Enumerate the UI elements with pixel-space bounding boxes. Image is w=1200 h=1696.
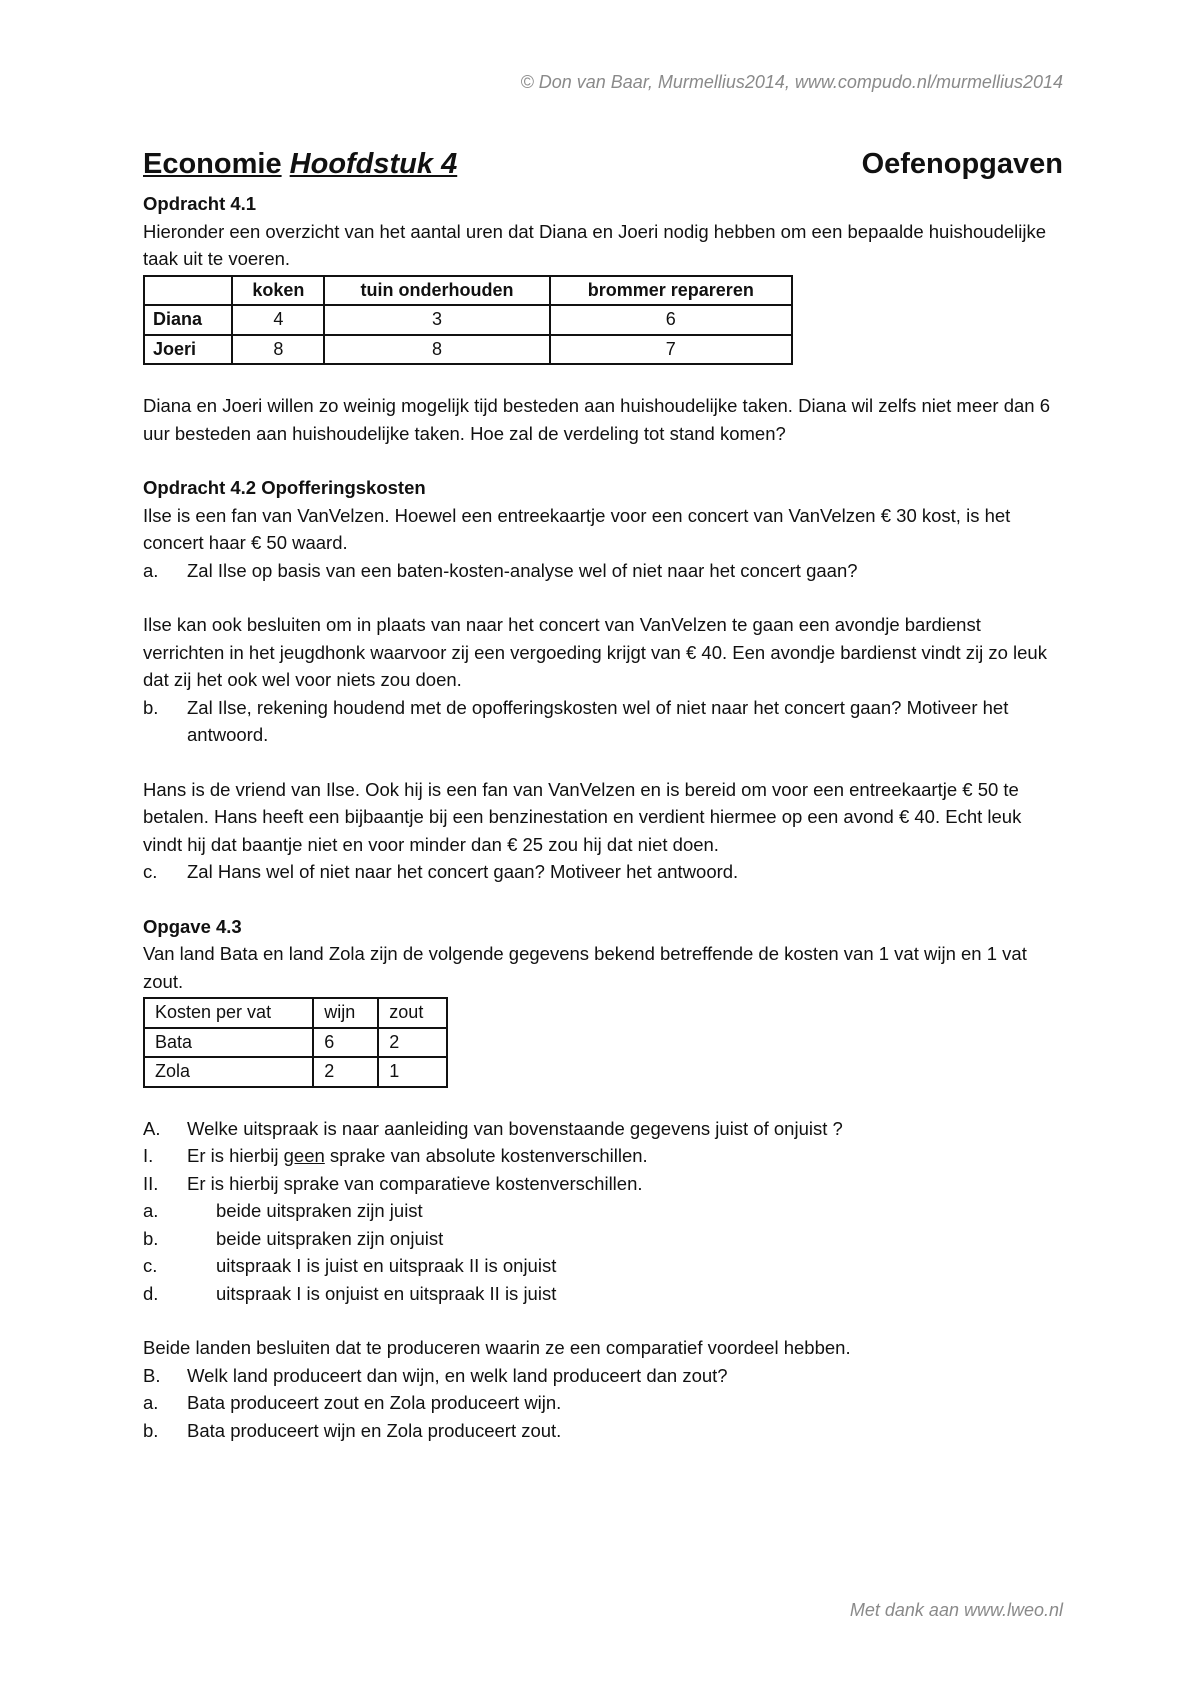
q42-question-b bbox=[143, 694, 1063, 749]
option-label: d. bbox=[143, 1282, 159, 1304]
table-row bbox=[144, 305, 792, 335]
q43-statement-II bbox=[143, 1170, 1063, 1198]
question-text: Zal Hans wel of niet naar het concert gaan? Motiveer het antwoord. bbox=[187, 861, 739, 882]
question-text: Welke uitspraak is naar aanleiding van bovenstaande gegevens juist of onjuist ? bbox=[187, 1117, 843, 1139]
option-text: uitspraak I is onjuist en uitspraak II is juist bbox=[216, 1282, 557, 1304]
option-label: b. bbox=[143, 1227, 159, 1249]
table-cell: 3 bbox=[324, 305, 549, 335]
title-row bbox=[143, 148, 1063, 181]
title-chapter: Hoofdstuk 4 bbox=[289, 148, 458, 180]
option-text: Bata produceert wijn en Zola produceert zout. bbox=[187, 1419, 562, 1441]
table-row bbox=[144, 1028, 447, 1058]
q42-paragraph-3: Hans is de vriend van Ilse. Ook hij is een fan van VanVelzen en is bereid om voor een entreekaartje € 50 te betalen. Hans heeft een bijbaantje bij een benzinestation en verdient hiermee op een avond € 40. Echt leuk vindt hij dat baantje niet en voor minder dan € 25 zou hij dat niet doen. bbox=[143, 778, 1022, 855]
answer-option bbox=[143, 1280, 1063, 1308]
table-row-header: Diana bbox=[144, 305, 232, 335]
question-label: A. bbox=[143, 1117, 161, 1139]
statement-text: Er is hierbij sprake van comparatieve kostenverschillen. bbox=[187, 1172, 643, 1194]
q42-paragraph-1: Ilse is een fan van VanVelzen. Hoewel een entreekaartje voor een concert van VanVelzen € 30 kost, is het concert haar € 50 waard. bbox=[143, 504, 1011, 553]
table-row-header: Joeri bbox=[144, 335, 232, 365]
table-header-row bbox=[144, 276, 792, 306]
q41-intro: Hieronder een overzicht van het aantal uren dat Diana en Joeri nodig hebben om een bepaalde huishoudelijke taak uit te voeren. bbox=[143, 220, 1047, 269]
answer-option bbox=[143, 1389, 1063, 1417]
statement-text-part: Er is hierbij bbox=[187, 1145, 284, 1166]
title-subject: Economie bbox=[143, 148, 282, 180]
option-text: Bata produceert zout en Zola produceert wijn. bbox=[187, 1392, 562, 1413]
question-text: Zal Ilse, rekening houdend met de opofferingskosten wel of niet naar het concert gaan? Motiveer het antwoord. bbox=[187, 696, 1009, 745]
q41-table bbox=[143, 275, 793, 366]
table-cell: Zola bbox=[144, 1057, 313, 1087]
answer-option bbox=[143, 1252, 1063, 1280]
option-label: c. bbox=[143, 1255, 158, 1276]
table-header-cell: koken bbox=[232, 276, 324, 306]
table-cell: 8 bbox=[324, 335, 549, 365]
table-row bbox=[144, 335, 792, 365]
table-header-cell: zout bbox=[378, 998, 447, 1028]
statement-emphasis: geen bbox=[283, 1145, 325, 1166]
q43-question-B bbox=[143, 1362, 1063, 1390]
table-cell: 6 bbox=[313, 1028, 378, 1058]
option-label: a. bbox=[143, 1200, 159, 1221]
statement-label: II. bbox=[143, 1172, 159, 1194]
answer-option bbox=[143, 1417, 1063, 1445]
table-header-cell: Kosten per vat bbox=[144, 998, 313, 1028]
q43-intro: Van land Bata en land Zola zijn de volgende gegevens bekend betreffende de kosten van 1 vat wijn en 1 vat zout. bbox=[143, 943, 1027, 992]
option-label: b. bbox=[143, 1419, 159, 1441]
question-text: Welk land produceert dan wijn, en welk land produceert dan zout? bbox=[187, 1364, 728, 1386]
table-header-cell: wijn bbox=[313, 998, 378, 1028]
header-credit: © Don van Baar, Murmellius2014, www.compudo.nl/murmellius2014 bbox=[520, 72, 1063, 92]
q42-paragraph-2: Ilse kan ook besluiten om in plaats van naar het concert van VanVelzen te gaan een avondje bardienst verrichten in het jeugdhonk waarvoor zij een vergoeding krijgt van € 40. Een avondje bardienst vindt zij zo leuk dat zij het ook wel voor niets zou doen. bbox=[143, 614, 1047, 690]
footer-credit: Met dank aan www.lweo.nl bbox=[849, 1600, 1063, 1620]
table-cell: Bata bbox=[144, 1028, 313, 1058]
statement-text bbox=[187, 1142, 1063, 1170]
option-text: uitspraak I is juist en uitspraak II is onjuist bbox=[216, 1255, 557, 1276]
q42-heading: Opdracht 4.2 Opofferingskosten bbox=[143, 477, 426, 498]
q42-question-c bbox=[143, 858, 1063, 886]
q42-question-a bbox=[143, 557, 1063, 585]
statement-text-part: sprake van absolute kostenverschillen. bbox=[324, 1145, 648, 1166]
option-text: beide uitspraken zijn juist bbox=[216, 1200, 423, 1221]
question-text: Zal Ilse op basis van een baten-kosten-analyse wel of niet naar het concert gaan? bbox=[187, 559, 858, 581]
option-text: beide uitspraken zijn onjuist bbox=[216, 1227, 444, 1249]
table-cell: 4 bbox=[232, 305, 324, 335]
question-label: B. bbox=[143, 1364, 161, 1386]
title-right: Oefenopgaven bbox=[861, 148, 1063, 180]
table-header-cell bbox=[144, 276, 232, 306]
table-cell: 2 bbox=[313, 1057, 378, 1087]
q43-table bbox=[143, 997, 448, 1088]
content bbox=[143, 190, 1063, 1444]
option-label: a. bbox=[143, 1392, 159, 1413]
table-header-cell: brommer repareren bbox=[550, 276, 792, 306]
q43-statement-I bbox=[143, 1142, 1063, 1170]
table-header-row bbox=[144, 998, 447, 1028]
question-label: c. bbox=[143, 861, 158, 882]
table-cell: 2 bbox=[378, 1028, 447, 1058]
table-cell: 8 bbox=[232, 335, 324, 365]
statement-label: I. bbox=[143, 1145, 154, 1166]
table-cell: 6 bbox=[550, 305, 792, 335]
q43-question-A bbox=[143, 1115, 1063, 1143]
answer-option bbox=[143, 1197, 1063, 1225]
table-header-cell: tuin onderhouden bbox=[324, 276, 549, 306]
q43-paragraph-B: Beide landen besluiten dat te produceren waarin ze een comparatief voordeel hebben. bbox=[143, 1337, 851, 1358]
table-cell: 1 bbox=[378, 1057, 447, 1087]
page-title bbox=[143, 148, 457, 181]
q43-heading: Opgave 4.3 bbox=[143, 915, 242, 937]
answer-option bbox=[143, 1225, 1063, 1253]
q41-heading: Opdracht 4.1 bbox=[143, 193, 257, 214]
question-label: a. bbox=[143, 559, 159, 581]
table-row bbox=[144, 1057, 447, 1087]
question-label: b. bbox=[143, 696, 159, 718]
q41-text: Diana en Joeri willen zo weinig mogelijk tijd besteden aan huishoudelijke taken. Diana wil zelfs niet meer dan 6 uur besteden aan huishoudelijke taken. Hoe zal de verdeling tot stand komen? bbox=[143, 395, 1051, 444]
table-cell: 7 bbox=[550, 335, 792, 365]
